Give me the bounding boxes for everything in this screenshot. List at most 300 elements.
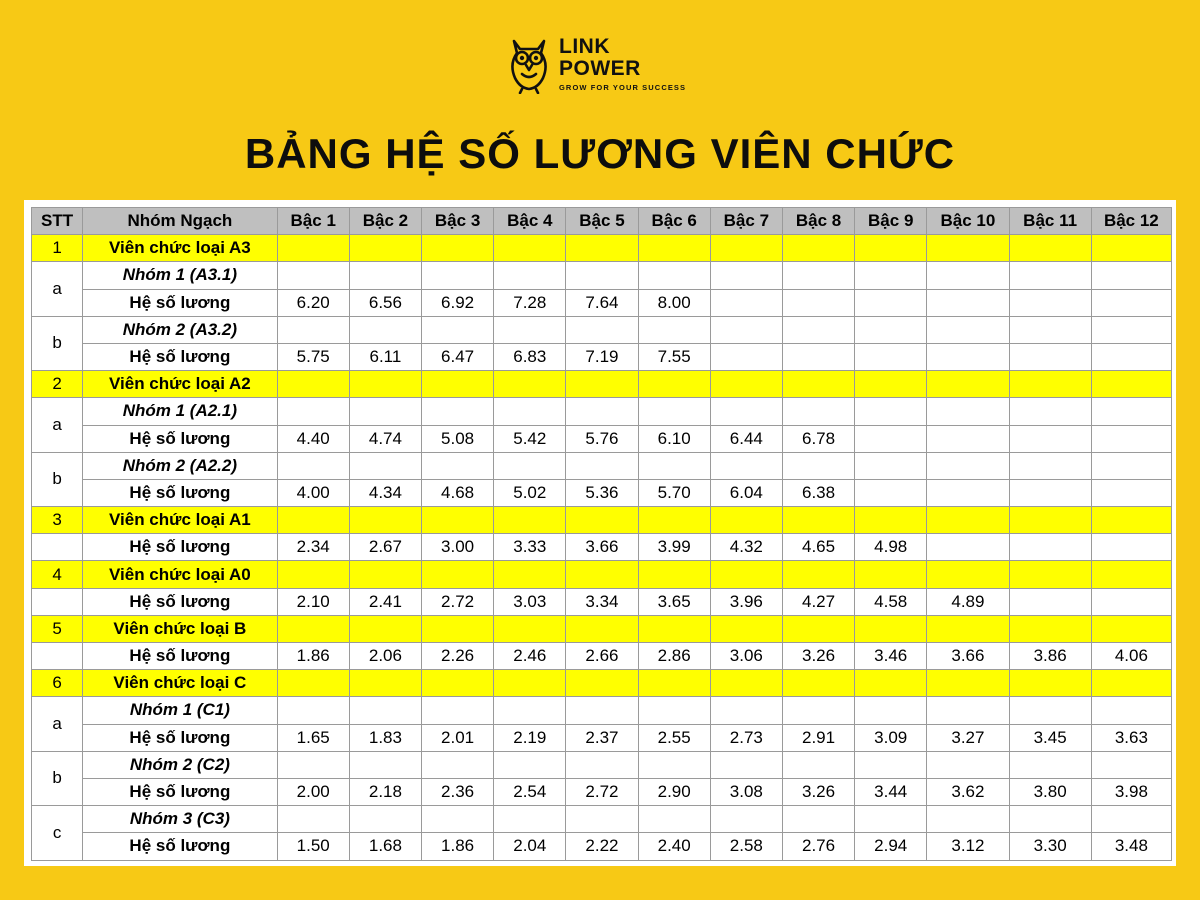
empty-cell bbox=[710, 751, 782, 778]
empty-cell bbox=[566, 697, 638, 724]
empty-cell bbox=[927, 398, 1009, 425]
empty-cell bbox=[494, 235, 566, 262]
coefficient-value: 4.34 bbox=[349, 479, 421, 506]
empty-cell bbox=[349, 452, 421, 479]
category-name: Viên chức loại A3 bbox=[83, 235, 278, 262]
coefficient-value: 3.27 bbox=[927, 724, 1009, 751]
group-label bbox=[32, 588, 83, 615]
coefficient-value: 2.91 bbox=[782, 724, 854, 751]
empty-cell bbox=[855, 398, 927, 425]
coefficient-value bbox=[1009, 479, 1091, 506]
empty-cell bbox=[422, 316, 494, 343]
empty-cell bbox=[927, 751, 1009, 778]
coefficient-value: 3.86 bbox=[1009, 643, 1091, 670]
category-row bbox=[32, 561, 1172, 588]
coefficient-value: 4.32 bbox=[710, 534, 782, 561]
column-header: Bậc 12 bbox=[1091, 208, 1171, 235]
empty-cell bbox=[638, 670, 710, 697]
empty-cell bbox=[1009, 316, 1091, 343]
empty-cell bbox=[494, 262, 566, 289]
group-title-row bbox=[32, 697, 1172, 724]
coefficient-value bbox=[927, 289, 1009, 316]
empty-cell bbox=[855, 806, 927, 833]
category-stt: 2 bbox=[32, 371, 83, 398]
coefficient-value: 6.47 bbox=[422, 343, 494, 370]
coefficient-value bbox=[927, 534, 1009, 561]
empty-cell bbox=[927, 316, 1009, 343]
coefficient-value: 2.41 bbox=[349, 588, 421, 615]
empty-cell bbox=[855, 507, 927, 534]
empty-cell bbox=[1091, 670, 1171, 697]
column-header: Bậc 6 bbox=[638, 208, 710, 235]
empty-cell bbox=[638, 806, 710, 833]
empty-cell bbox=[422, 452, 494, 479]
empty-cell bbox=[349, 670, 421, 697]
column-header: Bậc 9 bbox=[855, 208, 927, 235]
column-header: Bậc 3 bbox=[422, 208, 494, 235]
empty-cell bbox=[277, 262, 349, 289]
empty-cell bbox=[494, 507, 566, 534]
coefficient-value bbox=[855, 479, 927, 506]
group-label: b bbox=[32, 751, 83, 805]
coefficient-value: 4.89 bbox=[927, 588, 1009, 615]
empty-cell bbox=[566, 452, 638, 479]
group-title: Nhóm 1 (C1) bbox=[83, 697, 278, 724]
empty-cell bbox=[638, 398, 710, 425]
empty-cell bbox=[422, 561, 494, 588]
empty-cell bbox=[855, 561, 927, 588]
coefficient-value: 1.65 bbox=[277, 724, 349, 751]
coefficient-value: 3.30 bbox=[1009, 833, 1091, 860]
coefficient-value bbox=[710, 289, 782, 316]
empty-cell bbox=[277, 670, 349, 697]
coefficient-value: 1.68 bbox=[349, 833, 421, 860]
coefficient-value: 4.74 bbox=[349, 425, 421, 452]
coefficient-value: 4.68 bbox=[422, 479, 494, 506]
empty-cell bbox=[1009, 398, 1091, 425]
coefficient-value bbox=[927, 343, 1009, 370]
group-label: a bbox=[32, 697, 83, 751]
coefficient-value: 8.00 bbox=[638, 289, 710, 316]
coefficient-label: Hệ số lương bbox=[83, 534, 278, 561]
empty-cell bbox=[1091, 615, 1171, 642]
coefficient-value: 6.44 bbox=[710, 425, 782, 452]
empty-cell bbox=[710, 561, 782, 588]
coefficient-value: 2.72 bbox=[566, 778, 638, 805]
empty-cell bbox=[566, 262, 638, 289]
coefficient-value: 4.06 bbox=[1091, 643, 1171, 670]
empty-cell bbox=[782, 507, 854, 534]
empty-cell bbox=[1009, 670, 1091, 697]
empty-cell bbox=[277, 452, 349, 479]
empty-cell bbox=[927, 697, 1009, 724]
coefficient-label: Hệ số lương bbox=[83, 343, 278, 370]
group-label: a bbox=[32, 398, 83, 452]
category-row bbox=[32, 507, 1172, 534]
coefficient-label: Hệ số lương bbox=[83, 643, 278, 670]
column-header: STT bbox=[32, 208, 83, 235]
empty-cell bbox=[927, 452, 1009, 479]
group-title-row bbox=[32, 751, 1172, 778]
category-row bbox=[32, 371, 1172, 398]
coefficient-value: 1.83 bbox=[349, 724, 421, 751]
empty-cell bbox=[855, 371, 927, 398]
empty-cell bbox=[710, 507, 782, 534]
coefficient-value: 3.66 bbox=[566, 534, 638, 561]
coefficient-value: 2.34 bbox=[277, 534, 349, 561]
coefficient-value: 2.90 bbox=[638, 778, 710, 805]
coefficient-value: 3.80 bbox=[1009, 778, 1091, 805]
empty-cell bbox=[1091, 751, 1171, 778]
empty-cell bbox=[349, 561, 421, 588]
empty-cell bbox=[1091, 235, 1171, 262]
empty-cell bbox=[349, 697, 421, 724]
empty-cell bbox=[277, 507, 349, 534]
coefficient-value bbox=[1091, 289, 1171, 316]
coefficient-row bbox=[32, 643, 1172, 670]
group-title: Nhóm 2 (A2.2) bbox=[83, 452, 278, 479]
group-label: b bbox=[32, 452, 83, 506]
coefficient-row bbox=[32, 724, 1172, 751]
coefficient-value: 2.18 bbox=[349, 778, 421, 805]
category-name: Viên chức loại A1 bbox=[83, 507, 278, 534]
empty-cell bbox=[782, 235, 854, 262]
empty-cell bbox=[422, 806, 494, 833]
coefficient-value bbox=[855, 343, 927, 370]
column-header: Nhóm Ngạch bbox=[83, 208, 278, 235]
coefficient-value bbox=[782, 343, 854, 370]
empty-cell bbox=[782, 670, 854, 697]
coefficient-value bbox=[1091, 343, 1171, 370]
group-title-row bbox=[32, 262, 1172, 289]
group-title-row bbox=[32, 452, 1172, 479]
coefficient-value: 3.62 bbox=[927, 778, 1009, 805]
coefficient-row bbox=[32, 534, 1172, 561]
coefficient-value: 3.45 bbox=[1009, 724, 1091, 751]
empty-cell bbox=[638, 452, 710, 479]
coefficient-value: 6.38 bbox=[782, 479, 854, 506]
coefficient-value: 2.37 bbox=[566, 724, 638, 751]
empty-cell bbox=[927, 235, 1009, 262]
empty-cell bbox=[710, 316, 782, 343]
coefficient-value: 3.12 bbox=[927, 833, 1009, 860]
empty-cell bbox=[422, 670, 494, 697]
coefficient-value: 3.66 bbox=[927, 643, 1009, 670]
empty-cell bbox=[1009, 507, 1091, 534]
empty-cell bbox=[566, 615, 638, 642]
empty-cell bbox=[422, 398, 494, 425]
empty-cell bbox=[422, 751, 494, 778]
category-row bbox=[32, 670, 1172, 697]
empty-cell bbox=[349, 806, 421, 833]
empty-cell bbox=[277, 697, 349, 724]
coefficient-value: 2.54 bbox=[494, 778, 566, 805]
group-title-row bbox=[32, 316, 1172, 343]
coefficient-value: 2.04 bbox=[494, 833, 566, 860]
coefficient-value: 3.63 bbox=[1091, 724, 1171, 751]
empty-cell bbox=[494, 561, 566, 588]
group-title-row bbox=[32, 806, 1172, 833]
coefficient-value: 2.55 bbox=[638, 724, 710, 751]
coefficient-value bbox=[1009, 588, 1091, 615]
empty-cell bbox=[1091, 452, 1171, 479]
empty-cell bbox=[349, 751, 421, 778]
empty-cell bbox=[422, 371, 494, 398]
coefficient-value: 6.04 bbox=[710, 479, 782, 506]
coefficient-value: 3.98 bbox=[1091, 778, 1171, 805]
category-stt: 4 bbox=[32, 561, 83, 588]
group-label bbox=[32, 643, 83, 670]
coefficient-value: 4.27 bbox=[782, 588, 854, 615]
group-title: Nhóm 2 (A3.2) bbox=[83, 316, 278, 343]
brand-logo bbox=[505, 34, 686, 94]
brand-name-line2: POWER bbox=[559, 57, 641, 80]
coefficient-value: 6.20 bbox=[277, 289, 349, 316]
empty-cell bbox=[1091, 507, 1171, 534]
coefficient-value bbox=[1091, 425, 1171, 452]
empty-cell bbox=[349, 371, 421, 398]
coefficient-value: 2.58 bbox=[710, 833, 782, 860]
group-label: b bbox=[32, 316, 83, 370]
empty-cell bbox=[566, 398, 638, 425]
empty-cell bbox=[927, 615, 1009, 642]
group-title: Nhóm 2 (C2) bbox=[83, 751, 278, 778]
coefficient-value: 2.66 bbox=[566, 643, 638, 670]
group-title: Nhóm 1 (A2.1) bbox=[83, 398, 278, 425]
coefficient-value: 4.00 bbox=[277, 479, 349, 506]
coefficient-value bbox=[855, 289, 927, 316]
empty-cell bbox=[349, 235, 421, 262]
coefficient-value: 6.78 bbox=[782, 425, 854, 452]
coefficient-value: 3.99 bbox=[638, 534, 710, 561]
coefficient-value: 3.48 bbox=[1091, 833, 1171, 860]
coefficient-row bbox=[32, 588, 1172, 615]
empty-cell bbox=[566, 670, 638, 697]
empty-cell bbox=[1009, 452, 1091, 479]
empty-cell bbox=[1009, 615, 1091, 642]
coefficient-value bbox=[927, 425, 1009, 452]
coefficient-value: 7.28 bbox=[494, 289, 566, 316]
empty-cell bbox=[1091, 697, 1171, 724]
empty-cell bbox=[782, 371, 854, 398]
coefficient-value bbox=[1009, 343, 1091, 370]
empty-cell bbox=[782, 398, 854, 425]
empty-cell bbox=[349, 615, 421, 642]
empty-cell bbox=[566, 371, 638, 398]
empty-cell bbox=[855, 262, 927, 289]
empty-cell bbox=[782, 561, 854, 588]
coefficient-label: Hệ số lương bbox=[83, 588, 278, 615]
empty-cell bbox=[349, 316, 421, 343]
coefficient-row bbox=[32, 343, 1172, 370]
empty-cell bbox=[710, 371, 782, 398]
empty-cell bbox=[927, 561, 1009, 588]
empty-cell bbox=[1091, 398, 1171, 425]
empty-cell bbox=[566, 316, 638, 343]
coefficient-value: 3.08 bbox=[710, 778, 782, 805]
coefficient-value: 4.65 bbox=[782, 534, 854, 561]
empty-cell bbox=[855, 670, 927, 697]
empty-cell bbox=[855, 615, 927, 642]
empty-cell bbox=[1009, 561, 1091, 588]
empty-cell bbox=[855, 751, 927, 778]
empty-cell bbox=[422, 615, 494, 642]
empty-cell bbox=[638, 561, 710, 588]
coefficient-value: 5.70 bbox=[638, 479, 710, 506]
coefficient-value: 3.96 bbox=[710, 588, 782, 615]
coefficient-value: 3.06 bbox=[710, 643, 782, 670]
group-label bbox=[32, 534, 83, 561]
empty-cell bbox=[566, 561, 638, 588]
column-header: Bậc 1 bbox=[277, 208, 349, 235]
coefficient-value: 5.36 bbox=[566, 479, 638, 506]
empty-cell bbox=[494, 371, 566, 398]
coefficient-value: 3.00 bbox=[422, 534, 494, 561]
column-header: Bậc 2 bbox=[349, 208, 421, 235]
coefficient-value: 2.67 bbox=[349, 534, 421, 561]
empty-cell bbox=[277, 806, 349, 833]
empty-cell bbox=[855, 316, 927, 343]
empty-cell bbox=[1009, 235, 1091, 262]
salary-coefficient-table bbox=[31, 207, 1172, 861]
column-header: Bậc 10 bbox=[927, 208, 1009, 235]
empty-cell bbox=[927, 371, 1009, 398]
category-row bbox=[32, 235, 1172, 262]
empty-cell bbox=[710, 806, 782, 833]
empty-cell bbox=[710, 452, 782, 479]
coefficient-value: 2.72 bbox=[422, 588, 494, 615]
coefficient-value: 2.10 bbox=[277, 588, 349, 615]
empty-cell bbox=[1009, 806, 1091, 833]
empty-cell bbox=[1091, 316, 1171, 343]
empty-cell bbox=[638, 371, 710, 398]
empty-cell bbox=[494, 697, 566, 724]
column-header: Bậc 7 bbox=[710, 208, 782, 235]
empty-cell bbox=[638, 615, 710, 642]
table-header-row bbox=[32, 208, 1172, 235]
empty-cell bbox=[494, 670, 566, 697]
coefficient-value bbox=[1091, 588, 1171, 615]
coefficient-value bbox=[1009, 289, 1091, 316]
page-title: BẢNG HỆ SỐ LƯƠNG VIÊN CHỨC bbox=[244, 130, 956, 177]
category-stt: 6 bbox=[32, 670, 83, 697]
coefficient-value: 3.09 bbox=[855, 724, 927, 751]
coefficient-value: 2.00 bbox=[277, 778, 349, 805]
coefficient-value: 3.03 bbox=[494, 588, 566, 615]
empty-cell bbox=[1091, 262, 1171, 289]
coefficient-value: 2.94 bbox=[855, 833, 927, 860]
coefficient-row bbox=[32, 289, 1172, 316]
coefficient-value: 4.40 bbox=[277, 425, 349, 452]
category-name: Viên chức loại A2 bbox=[83, 371, 278, 398]
coefficient-value: 5.75 bbox=[277, 343, 349, 370]
empty-cell bbox=[566, 235, 638, 262]
coefficient-value: 2.40 bbox=[638, 833, 710, 860]
coefficient-value: 6.11 bbox=[349, 343, 421, 370]
salary-table-container bbox=[24, 200, 1176, 866]
category-name: Viên chức loại A0 bbox=[83, 561, 278, 588]
coefficient-label: Hệ số lương bbox=[83, 778, 278, 805]
category-name: Viên chức loại C bbox=[83, 670, 278, 697]
coefficient-value: 3.26 bbox=[782, 778, 854, 805]
coefficient-value bbox=[1091, 479, 1171, 506]
category-name: Viên chức loại B bbox=[83, 615, 278, 642]
empty-cell bbox=[422, 262, 494, 289]
empty-cell bbox=[349, 262, 421, 289]
coefficient-label: Hệ số lương bbox=[83, 724, 278, 751]
brand-tagline: GROW FOR YOUR SUCCESS bbox=[559, 83, 687, 92]
coefficient-row bbox=[32, 833, 1172, 860]
coefficient-value: 3.33 bbox=[494, 534, 566, 561]
coefficient-value bbox=[1091, 534, 1171, 561]
empty-cell bbox=[710, 670, 782, 697]
empty-cell bbox=[855, 452, 927, 479]
coefficient-value: 2.73 bbox=[710, 724, 782, 751]
empty-cell bbox=[927, 262, 1009, 289]
empty-cell bbox=[710, 235, 782, 262]
coefficient-value: 2.36 bbox=[422, 778, 494, 805]
coefficient-value: 1.50 bbox=[277, 833, 349, 860]
empty-cell bbox=[1091, 561, 1171, 588]
empty-cell bbox=[855, 235, 927, 262]
group-title-row bbox=[32, 398, 1172, 425]
empty-cell bbox=[927, 806, 1009, 833]
empty-cell bbox=[566, 751, 638, 778]
empty-cell bbox=[566, 507, 638, 534]
brand-name-line1: LINK bbox=[559, 35, 610, 58]
coefficient-value: 7.55 bbox=[638, 343, 710, 370]
empty-cell bbox=[638, 697, 710, 724]
coefficient-value: 2.26 bbox=[422, 643, 494, 670]
empty-cell bbox=[494, 452, 566, 479]
category-stt: 3 bbox=[32, 507, 83, 534]
coefficient-value: 7.64 bbox=[566, 289, 638, 316]
coefficient-value: 2.06 bbox=[349, 643, 421, 670]
category-stt: 5 bbox=[32, 615, 83, 642]
coefficient-row bbox=[32, 479, 1172, 506]
empty-cell bbox=[422, 697, 494, 724]
coefficient-value bbox=[927, 479, 1009, 506]
empty-cell bbox=[782, 262, 854, 289]
group-title: Nhóm 1 (A3.1) bbox=[83, 262, 278, 289]
empty-cell bbox=[927, 670, 1009, 697]
empty-cell bbox=[638, 507, 710, 534]
empty-cell bbox=[638, 751, 710, 778]
coefficient-value: 2.22 bbox=[566, 833, 638, 860]
coefficient-value: 2.86 bbox=[638, 643, 710, 670]
coefficient-row bbox=[32, 425, 1172, 452]
category-row bbox=[32, 615, 1172, 642]
empty-cell bbox=[277, 561, 349, 588]
coefficient-value: 6.83 bbox=[494, 343, 566, 370]
coefficient-value: 5.02 bbox=[494, 479, 566, 506]
empty-cell bbox=[277, 316, 349, 343]
empty-cell bbox=[494, 751, 566, 778]
empty-cell bbox=[638, 262, 710, 289]
coefficient-row bbox=[32, 778, 1172, 805]
empty-cell bbox=[494, 615, 566, 642]
column-header: Bậc 8 bbox=[782, 208, 854, 235]
coefficient-value: 5.08 bbox=[422, 425, 494, 452]
empty-cell bbox=[277, 371, 349, 398]
empty-cell bbox=[1009, 262, 1091, 289]
coefficient-value: 6.56 bbox=[349, 289, 421, 316]
empty-cell bbox=[710, 398, 782, 425]
empty-cell bbox=[494, 398, 566, 425]
coefficient-value: 4.98 bbox=[855, 534, 927, 561]
empty-cell bbox=[782, 806, 854, 833]
empty-cell bbox=[1009, 751, 1091, 778]
